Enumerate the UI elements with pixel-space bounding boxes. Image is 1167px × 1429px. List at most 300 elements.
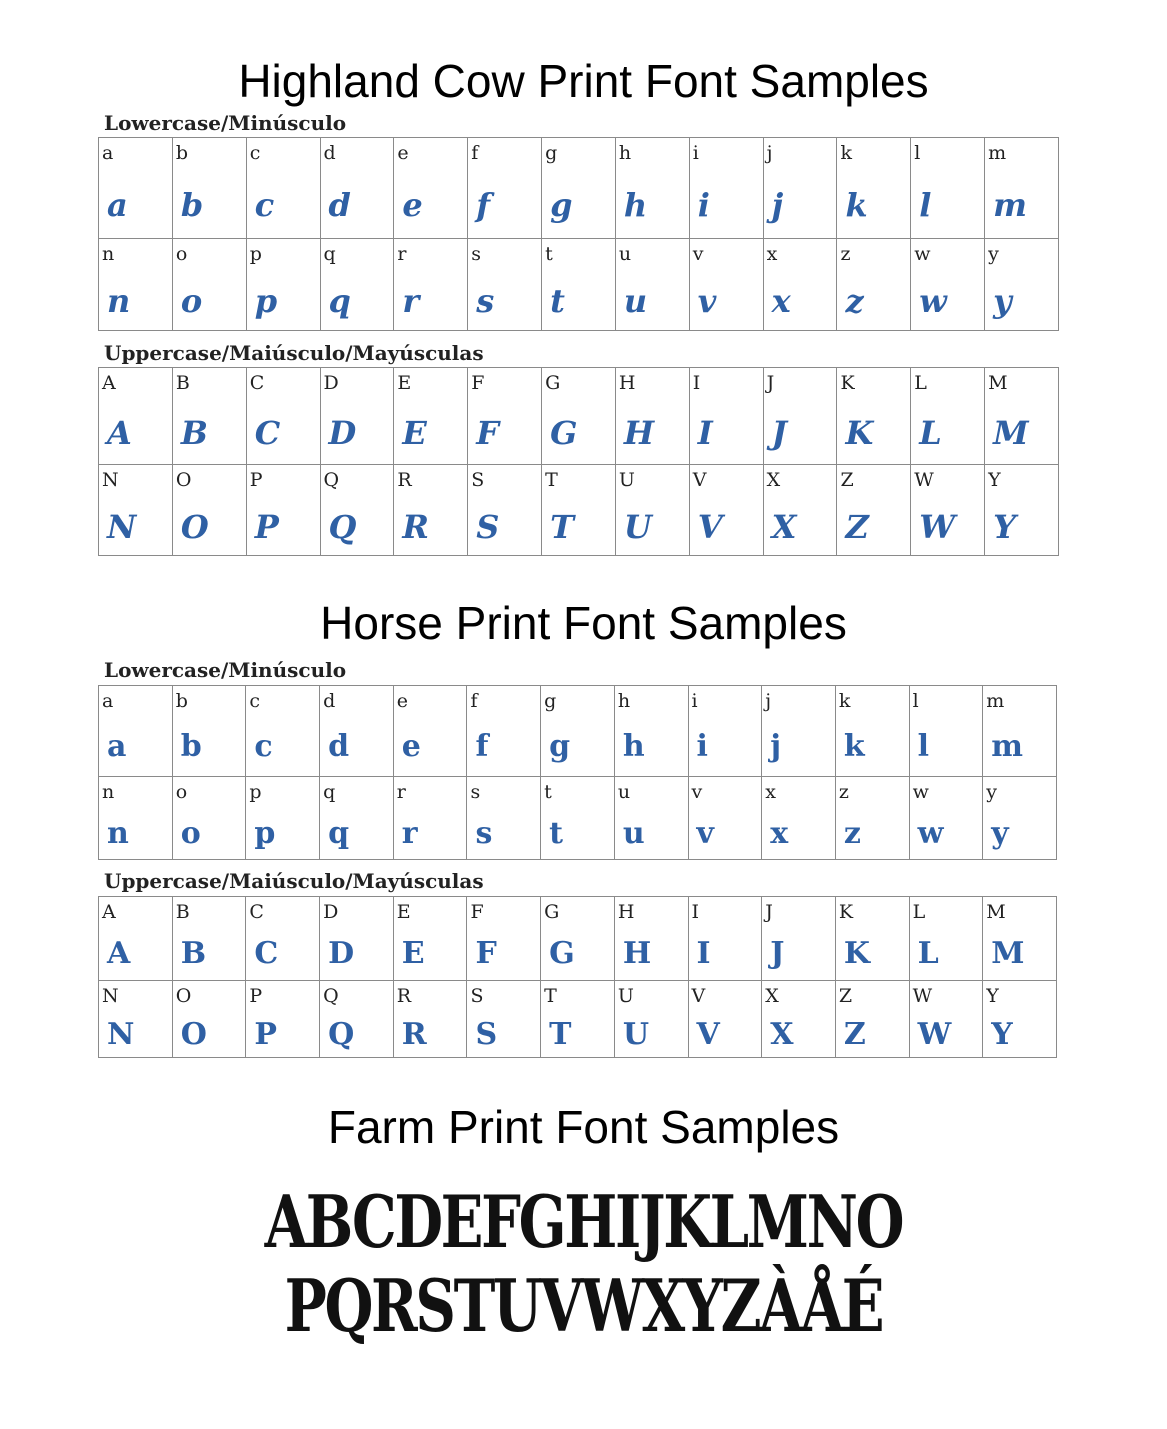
letter-key: z [838,781,849,803]
letter-sample-glyph: S [476,508,500,546]
letter-key: b [175,142,189,164]
letter-key: L [914,372,927,394]
letter-key: d [323,690,336,712]
letter-sample-glyph: V [696,1017,720,1052]
letter-key: T [544,985,557,1007]
letter-sample-glyph: E [401,936,425,971]
letter-sample-glyph: n [107,816,129,851]
letter-key: G [544,901,560,923]
letter-cell [468,368,542,465]
letter-cell [467,981,541,1058]
letter-sample-glyph: N [107,508,137,546]
farm-sample-line-1: ABCDEFGHIJKLMNO [264,1179,903,1264]
letter-cell [762,686,836,777]
letter-key: o [175,243,188,265]
letter-cell [320,368,394,465]
letter-cell [837,465,911,556]
letter-cell [246,777,320,860]
letter-cell [394,465,468,556]
letter-key: k [840,142,852,164]
letter-cell [468,239,542,331]
letter-cell [688,686,762,777]
letter-sample-glyph: r [401,816,418,851]
letter-sample-glyph: B [180,936,207,971]
letter-key: D [323,372,339,394]
letter-key: m [988,142,1007,164]
letter-key: T [545,469,558,491]
letter-key: p [249,781,262,803]
letter-sample-glyph: X [771,508,797,546]
letter-key: c [249,690,261,712]
letter-key: c [249,142,261,164]
letter-cell [172,239,246,331]
letter-cell [762,981,836,1058]
letter-cell [985,138,1059,239]
letter-key: x [765,781,776,803]
cow-title: Highland Cow Print Font Samples [238,55,929,107]
letter-cell [615,465,689,556]
letter-cell [983,897,1057,981]
letter-key: V [692,469,707,491]
letter-sample-glyph: v [697,282,717,320]
letter-key: O [175,469,192,491]
letter-key: s [471,243,481,265]
letter-key: X [766,469,781,491]
letter-sample-glyph: Z [845,508,869,546]
letter-key: H [618,372,636,394]
horse-uppercase-label: Uppercase/Maiúsculo/Mayúsculas [104,869,484,893]
letter-sample-glyph: X [770,1017,794,1052]
letter-key: y [986,781,997,803]
letter-key: p [249,243,262,265]
horse-title: Horse Print Font Samples [320,597,847,649]
letter-key: m [986,690,1005,712]
letter-key: V [691,985,706,1007]
letter-cell [320,897,394,981]
letter-cell [246,465,320,556]
horse-uppercase-table [98,896,1057,1058]
letter-key: x [766,243,778,265]
letter-key: l [914,142,921,164]
letter-sample-glyph: f [476,186,490,224]
letter-cell [762,777,836,860]
letter-sample-glyph: c [254,186,275,224]
letter-sample-glyph: G [549,936,575,971]
letter-cell [763,239,837,331]
letter-key: J [766,372,775,394]
letter-key: j [765,690,772,712]
letter-key: Q [323,469,340,491]
letter-sample-glyph: p [254,816,276,851]
letter-cell [393,686,467,777]
letter-key: I [691,901,700,923]
letter-sample-glyph: I [696,936,711,971]
letter-cell [542,368,616,465]
letter-cell [172,138,246,239]
letter-key: K [838,901,854,923]
letter-sample-glyph: v [696,816,714,851]
letter-sample-glyph: f [475,729,489,764]
letter-key: Y [988,469,1001,491]
letter-sample-glyph: H [623,414,655,452]
letter-sample-glyph: H [622,936,652,971]
letter-key: S [471,469,485,491]
letter-sample-glyph: C [254,936,279,971]
letter-key: W [914,469,934,491]
letter-cell [689,465,763,556]
table-row [99,777,1057,860]
letter-key: f [471,142,479,164]
letter-sample-glyph: l [919,186,932,224]
letter-key: O [175,985,192,1007]
letter-sample-glyph: z [843,816,861,851]
letter-sample-glyph: e [402,186,423,224]
letter-cell [99,138,173,239]
letter-cell [246,897,320,981]
letter-cell [983,686,1057,777]
cow-uppercase-label: Uppercase/Maiúsculo/Mayúsculas [104,341,484,365]
letter-sample-glyph: Y [991,1017,1013,1052]
letter-sample-glyph: e [401,729,421,764]
letter-sample-glyph: d [328,729,350,764]
letter-cell [911,465,985,556]
letter-key: u [618,243,632,265]
letter-sample-glyph: j [770,729,782,764]
letter-sample-glyph: U [623,508,652,546]
letter-key: B [175,901,190,923]
letter-cell [541,777,615,860]
letter-sample-glyph: R [402,508,429,546]
table-row [99,239,1059,331]
letter-cell [909,777,983,860]
letter-key: M [988,372,1008,394]
letter-key: C [249,372,265,394]
letter-cell [689,368,763,465]
letter-sample-glyph: r [402,282,420,320]
letter-cell [320,138,394,239]
letter-key: P [249,985,263,1007]
letter-sample-glyph: M [991,936,1025,971]
letter-key: a [102,142,114,164]
letter-sample-glyph: z [845,282,864,320]
letter-key: F [471,372,485,394]
letter-key: P [249,469,263,491]
letter-key: i [691,690,698,712]
letter-sample-glyph: U [622,1017,649,1052]
letter-sample-glyph: F [476,414,499,452]
letter-sample-glyph: g [550,186,573,224]
letter-cell [614,981,688,1058]
letter-sample-glyph: b [180,729,202,764]
letter-cell [542,465,616,556]
letter-sample-glyph: N [107,1017,135,1052]
letter-sample-glyph: L [917,936,939,971]
letter-key: Z [840,469,854,491]
letter-key: N [102,469,119,491]
letter-cell [99,686,173,777]
letter-key: b [175,690,188,712]
letter-sample-glyph: W [919,508,956,546]
letter-cell [762,897,836,981]
letter-key: l [912,690,919,712]
letter-cell [688,981,762,1058]
letter-key: k [838,690,851,712]
letter-key: J [765,901,773,923]
letter-key: F [470,901,484,923]
letter-cell [837,138,911,239]
letter-cell [467,686,541,777]
letter-sample-glyph: V [697,508,723,546]
letter-cell [615,138,689,239]
letter-sample-glyph: B [180,414,208,452]
letter-key: R [397,469,412,491]
letter-sample-glyph: i [697,186,710,224]
letter-cell [467,777,541,860]
letter-cell [541,981,615,1058]
letter-cell [985,368,1059,465]
letter-sample-glyph: W [917,1017,952,1052]
table-row [99,368,1059,465]
letter-sample-glyph: o [180,282,203,320]
letter-cell [909,981,983,1058]
letter-cell [837,368,911,465]
letter-cell [320,686,394,777]
letter-key: U [618,469,635,491]
letter-cell [985,465,1059,556]
farm-sample-line-2: PQRSTUVWXYZÀÅÉ [284,1263,883,1348]
letter-cell [911,239,985,331]
letter-key: h [617,690,631,712]
letter-cell [688,897,762,981]
letter-cell [541,897,615,981]
letter-key: C [249,901,264,923]
letter-key: d [323,142,336,164]
letter-cell [99,777,173,860]
letter-sample-glyph: u [623,282,648,320]
letter-key: H [617,901,635,923]
letter-sample-glyph: i [696,729,708,764]
letter-key: L [912,901,926,923]
letter-sample-glyph: Z [843,1017,866,1052]
table-row [99,897,1057,981]
letter-sample-glyph: J [771,414,787,452]
letter-cell [541,686,615,777]
letter-sample-glyph: n [107,282,131,320]
letter-key: G [545,372,561,394]
letter-cell [835,686,909,777]
letter-sample-glyph: a [107,186,128,224]
letter-cell [763,138,837,239]
letter-sample-glyph: L [919,414,942,452]
letter-cell [614,686,688,777]
letter-key: a [102,690,114,712]
letter-sample-glyph: J [770,936,785,971]
letter-cell [985,239,1059,331]
letter-cell [614,777,688,860]
letter-key: Q [323,985,339,1007]
letter-sample-glyph: C [254,414,281,452]
letter-sample-glyph: j [771,186,784,224]
letter-sample-glyph: w [917,816,944,851]
letter-key: v [692,243,704,265]
letter-sample-glyph: G [550,414,578,452]
letter-key: o [175,781,188,803]
letter-sample-glyph: P [254,1017,277,1052]
letter-cell [99,897,173,981]
letter-cell [835,897,909,981]
letter-sample-glyph: t [550,282,565,320]
letter-cell [468,138,542,239]
letter-cell [393,897,467,981]
letter-sample-glyph: I [697,414,713,452]
letter-sample-glyph: S [475,1017,498,1052]
letter-cell [320,777,394,860]
letter-cell [246,138,320,239]
letter-key: w [912,781,929,803]
letter-cell [246,368,320,465]
letter-key: B [175,372,190,394]
letter-cell [763,368,837,465]
letter-cell [246,981,320,1058]
letter-key: s [470,781,481,803]
letter-sample-glyph: g [549,729,571,764]
letter-sample-glyph: y [993,282,1012,320]
letter-key: U [617,985,634,1007]
letter-key: I [692,372,701,394]
letter-key: D [323,901,339,923]
letter-sample-glyph: A [107,414,132,452]
letter-key: z [840,243,851,265]
letter-sample-glyph: w [919,282,947,320]
letter-key: t [545,243,553,265]
letter-key: y [988,243,999,265]
letter-key: K [840,372,855,394]
letter-cell [911,368,985,465]
letter-sample-glyph: T [550,508,574,546]
letter-cell [394,239,468,331]
letter-cell [689,239,763,331]
letter-cell [320,239,394,331]
letter-sample-glyph: t [549,816,563,851]
letter-cell [320,981,394,1058]
letter-cell [99,368,173,465]
letter-sample-glyph: P [254,508,279,546]
letter-cell [172,981,246,1058]
letter-key: v [691,781,703,803]
letter-sample-glyph: R [401,1017,427,1052]
letter-sample-glyph: a [107,729,127,764]
letter-cell [688,777,762,860]
letter-key: S [470,985,484,1007]
letter-sample-glyph: D [328,414,357,452]
letter-cell [615,368,689,465]
letter-cell [99,465,173,556]
letter-key: g [544,690,557,712]
letter-cell [911,138,985,239]
letter-sample-glyph: q [328,282,351,320]
letter-key: E [396,901,411,923]
letter-cell [983,981,1057,1058]
letter-key: M [986,901,1006,923]
table-row [99,465,1059,556]
letter-cell [320,465,394,556]
letter-cell [763,465,837,556]
letter-key: n [102,781,115,803]
letter-key: w [914,243,931,265]
letter-sample-glyph: q [328,816,350,851]
letter-cell [172,465,246,556]
letter-sample-glyph: E [402,414,427,452]
letter-key: E [397,372,412,394]
letter-sample-glyph: K [843,936,870,971]
letter-cell [837,239,911,331]
letter-key: r [396,781,406,803]
letter-key: A [102,372,116,394]
letter-sample-glyph: k [845,186,868,224]
letter-key: q [323,781,336,803]
letter-cell [393,981,467,1058]
letter-cell [909,686,983,777]
letter-cell [468,465,542,556]
letter-sample-glyph: s [476,282,495,320]
letter-sample-glyph: k [843,729,865,764]
letter-sample-glyph: p [254,282,278,320]
letter-key: e [396,690,408,712]
letter-sample-glyph: Q [328,1017,355,1052]
letter-cell [99,239,173,331]
letter-sample-glyph: K [845,414,874,452]
letter-cell [542,239,616,331]
letter-cell [172,897,246,981]
letter-key: q [323,243,336,265]
letter-sample-glyph: c [254,729,273,764]
letter-sample-glyph: d [328,186,351,224]
cow-lowercase-label: Lowercase/Minúsculo [104,111,347,135]
letter-key: W [912,985,933,1007]
letter-sample-glyph: x [770,816,789,851]
letter-key: X [765,985,779,1007]
letter-sample-glyph: A [107,936,131,971]
letter-cell [172,368,246,465]
letter-sample-glyph: s [475,816,493,851]
letter-sample-glyph: Y [993,508,1016,546]
cow-uppercase-table [98,367,1059,556]
letter-key: j [766,142,773,164]
letter-key: f [470,690,478,712]
letter-cell [172,686,246,777]
horse-lowercase-table [98,685,1057,860]
letter-key: Z [838,985,853,1007]
letter-sample-glyph: Q [328,508,357,546]
table-row [99,981,1057,1058]
letter-key: n [102,243,115,265]
letter-sample-glyph: m [993,186,1027,224]
letter-cell [394,138,468,239]
letter-sample-glyph: o [180,816,201,851]
letter-cell [835,777,909,860]
letter-cell [246,686,320,777]
letter-key: t [544,781,552,803]
letter-key: h [618,142,632,164]
letter-cell [614,897,688,981]
farm-title: Farm Print Font Samples [327,1101,840,1153]
letter-cell [393,777,467,860]
letter-cell [689,138,763,239]
letter-key: A [102,901,116,923]
letter-sample-glyph: D [328,936,355,971]
letter-sample-glyph: y [991,816,1009,851]
letter-sample-glyph: b [180,186,204,224]
